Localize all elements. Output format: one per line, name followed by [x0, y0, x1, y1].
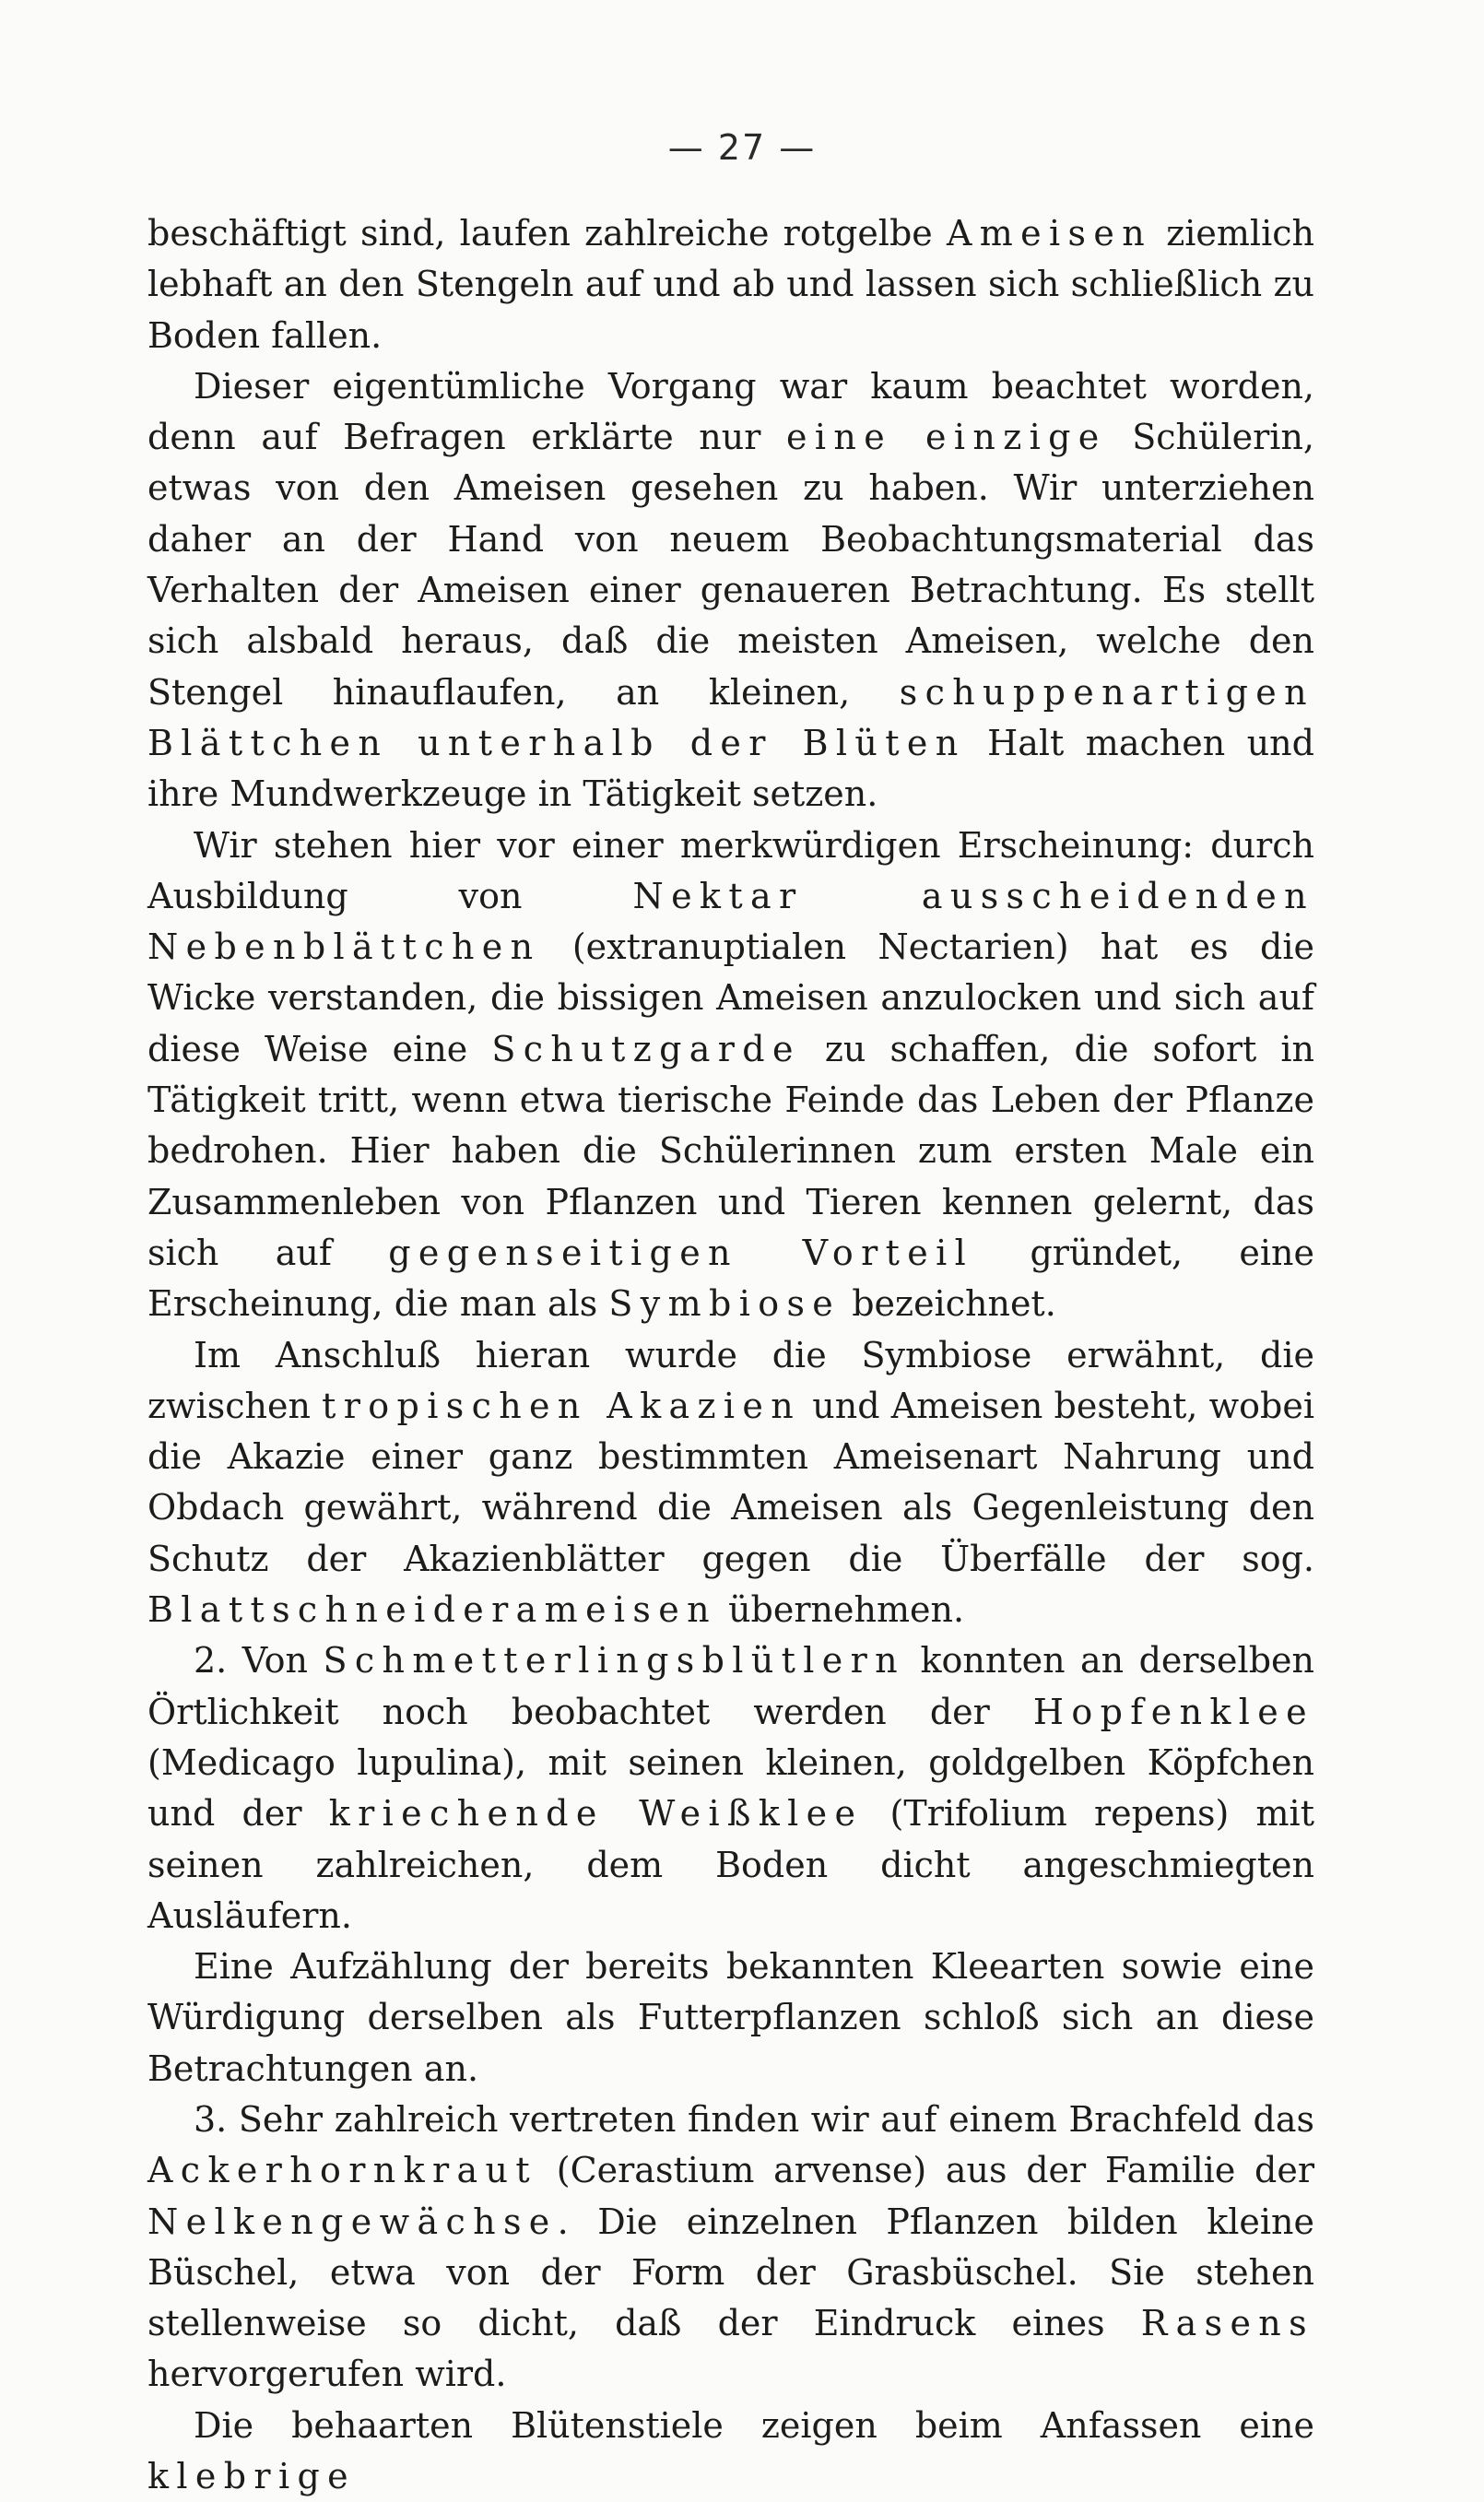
emphasized-text: Schmetterlingsblütlern — [323, 1640, 906, 1682]
emphasized-text: Ackerhornkraut — [147, 2150, 538, 2191]
text-run: (Trifolium repens) mit seinen zahlreichen, dem Boden dicht angeschmiegten Ausläufern. — [147, 1793, 1314, 1936]
text-run: Halt machen und ihre Mundwerkzeuge in Tätigkeit setzen. — [147, 722, 1314, 815]
paragraph — [147, 1330, 1314, 1636]
paragraph — [147, 2095, 1314, 2401]
text-run: hervorgerufen wird. — [147, 2354, 507, 2395]
text-run: Die behaarten Blütenstiele zeigen beim Anfassen eine — [194, 2404, 1314, 2446]
text-run: bezeichnet. — [841, 1283, 1056, 1325]
page-number: — 27 — — [667, 127, 817, 168]
emphasized-text: eine einzige — [786, 417, 1107, 458]
text-run: 2. Von — [194, 1640, 324, 1682]
emphasized-text: Blattschneiderameisen — [147, 1589, 717, 1631]
text-run: Wir stehen hier vor einer merkwürdigen Erscheinung: durch Ausbildung von — [147, 824, 1314, 916]
text-run: zu schaffen, die sofort in Tätigkeit tritt, wenn etwa tierische Feinde das Leben der Pflanze bedrohen. Hier haben die Schülerinnen zum ersten Male ein Zusammenleben von Pflanzen und Tieren kennen gelernt, das sich auf — [147, 1028, 1314, 1273]
text-body — [147, 208, 1314, 2502]
emphasized-text: kriechende Weißklee — [328, 1793, 864, 1835]
text-run: und Ameisen besteht, wobei die Akazie einer ganz bestimmten Ameisenart Nahrung und Obdach gewährt, während die Ameisen als Gegenleistung den Schutz der Akazienblätter gegen die Überfälle der sog. — [147, 1385, 1314, 1579]
text-run: Eine Aufzählung der bereits bekannten Kleearten sowie eine Würdigung derselben als Futterpflanzen schloß sich an diese Betrachtungen an. — [147, 1946, 1314, 2089]
paragraph — [147, 1941, 1314, 2095]
paragraph — [147, 2401, 1314, 2502]
emphasized-text: schuppenartigen Blättchen unterhalb der Blüten — [147, 671, 1314, 763]
text-run: ziemlich lebhaft an den Stengeln auf und ab und lassen sich schließlich zu Boden fallen. — [147, 213, 1314, 356]
emphasized-text: Symbiose — [608, 1283, 842, 1325]
text-run: konnten an derselben Örtlichkeit noch beobachtet werden der — [147, 1640, 1314, 1732]
text-run: (Cerastium arvense) aus der Familie der — [537, 2150, 1314, 2191]
emphasized-text: klebrige — [147, 2456, 357, 2497]
paragraph — [147, 208, 1314, 361]
emphasized-text: Nelkengewächse — [147, 2201, 558, 2242]
text-run: (Medicago lupulina), mit seinen kleinen, goldgelben Köpfchen und der — [147, 1741, 1314, 1835]
text-run: gründet, eine Erscheinung, die man als — [147, 1232, 1314, 1325]
text-run: Im Anschluß hieran wurde die Symbiose erwähnt, die zwischen — [147, 1334, 1314, 1426]
emphasized-text: tropischen Akazien — [322, 1385, 802, 1426]
emphasized-text: Schutzgarde — [491, 1028, 801, 1069]
paragraph — [147, 361, 1314, 820]
text-run: übernehmen. — [716, 1589, 965, 1631]
emphasized-text: Rasens — [1140, 2303, 1314, 2344]
text-run: beschäftigt sind, laufen zahlreiche rotgelbe — [147, 213, 947, 254]
paragraph — [147, 1635, 1314, 1941]
text-run: (extranuptialen Nectarien) hat es die Wicke verstanden, die bissigen Ameisen anzulocken und sich auf diese Weise eine — [147, 926, 1314, 1069]
emphasized-text: Nektar ausscheidenden Nebenblättchen — [147, 875, 1314, 968]
text-run: . Die einzelnen Pflanzen bilden kleine Büschel, etwa von der Form der Grasbüschel. Sie stehen stellenweise so dicht, daß der Eindruck eines — [147, 2201, 1314, 2344]
emphasized-text: Ameisen — [946, 213, 1153, 254]
emphasized-text: gegenseitigen Vorteil — [388, 1232, 974, 1273]
text-run: Schülerin, etwas von den Ameisen gesehen zu haben. Wir unterziehen daher an der Hand von neuem Beobachtungsmaterial das Verhalten der Ameisen einer genaueren Betrachtung. Es stellt sich alsbald heraus, daß die meisten Ameisen, welche den Stengel hinauflaufen, an kleinen, — [147, 417, 1315, 713]
text-run: 3. Sehr zahlreich vertreten finden wir auf einem Brachfeld das — [194, 2098, 1314, 2140]
paragraph — [147, 820, 1314, 1330]
emphasized-text: Hopfenklee — [1032, 1691, 1314, 1732]
text-run: Dieser eigentümliche Vorgang war kaum beachtet worden, denn auf Befragen erklärte nur — [147, 365, 1314, 458]
